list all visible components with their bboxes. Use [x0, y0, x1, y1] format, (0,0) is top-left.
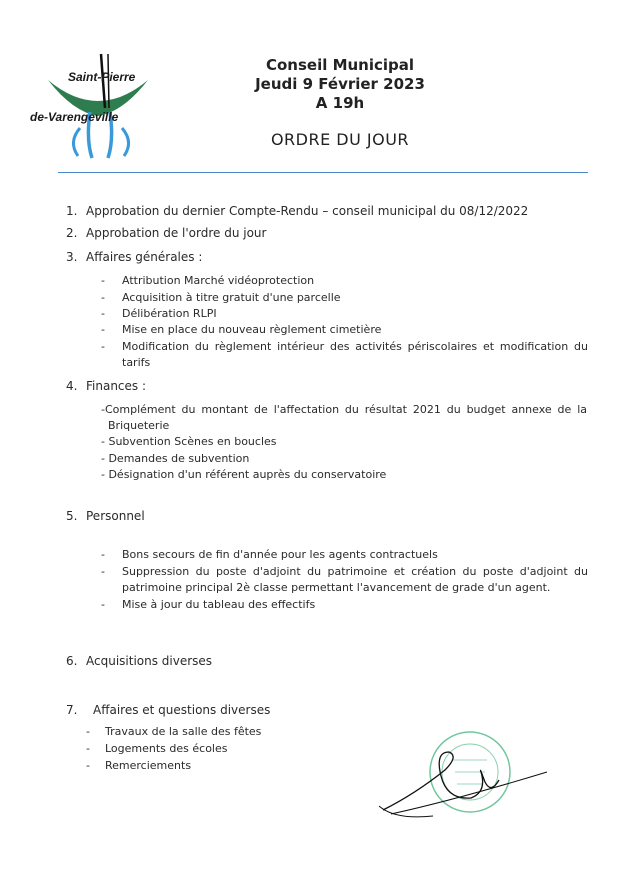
agenda-item-label: Approbation du dernier Compte-Rendu – conseil municipal du 08/12/2022 — [86, 204, 529, 218]
meeting-title: Conseil Municipal — [265, 56, 415, 74]
agenda-item-label: Finances : — [86, 379, 147, 393]
meeting-header — [190, 56, 490, 113]
agenda-item-4 — [66, 378, 146, 395]
agenda-item-label: Approbation de l'ordre du jour — [86, 226, 267, 240]
sub-item: - Suppression du poste d'adjoint du patrimoine et création du poste d'adjoint du — [101, 565, 588, 578]
sub-item: - Travaux de la salle des fêtes — [86, 725, 262, 738]
signature-icon — [375, 730, 555, 820]
agenda-item-6 — [66, 653, 212, 670]
logo-text-line2: de-Varengeville — [30, 110, 119, 124]
sub-item: - Attribution Marché vidéoprotection — [101, 274, 315, 287]
sub-item: - Subvention Scènes en boucles — [101, 435, 277, 448]
sub-item: - Demandes de subvention — [101, 452, 250, 465]
agenda-item-3 — [66, 249, 202, 266]
sub-item: - Bons secours de fin d'année pour les agents contractuels — [101, 548, 438, 561]
sub-item: - Acquisition à titre gratuit d'une parcelle — [101, 291, 341, 304]
meeting-time: A 19h — [315, 94, 365, 112]
sub-item: - Délibération RLPI — [101, 307, 217, 320]
agenda-item-label: Acquisitions diverses — [86, 654, 213, 668]
agenda-item-number: 4. — [66, 379, 78, 393]
agenda-item-number: 2. — [66, 226, 78, 240]
sub-item: -Complément du montant de l'affectation du résultat 2021 du budget annexe de la — [101, 403, 587, 416]
sub-item: - Logements des écoles — [86, 742, 228, 755]
sub-item: - Mise en place du nouveau règlement cimetière — [101, 323, 382, 336]
agenda-item-7 — [66, 702, 270, 719]
sub-item: - Mise à jour du tableau des effectifs — [101, 598, 316, 611]
meeting-date: Jeudi 9 Février 2023 — [255, 75, 425, 93]
agenda-item-label: Affaires générales : — [86, 250, 203, 264]
agenda-item-number: 6. — [66, 654, 78, 668]
sub-item-continuation: Briqueterie — [108, 419, 170, 432]
header-divider — [58, 172, 588, 173]
agenda-item-1 — [66, 203, 528, 220]
agenda-item-number: 7. — [66, 703, 78, 717]
sub-item: - Remerciements — [86, 759, 192, 772]
logo-text-line1: Saint-Pierre — [68, 70, 136, 84]
sub-item-continuation: patrimoine principal 2è classe permettant l'avancement de grade d'un agent. — [122, 581, 551, 594]
agenda-item-5 — [66, 508, 145, 525]
logo-emblem-icon — [28, 50, 168, 160]
sub-item-continuation: tarifs — [122, 356, 151, 369]
agenda-item-number: 5. — [66, 509, 78, 523]
agenda-item-number: 1. — [66, 204, 78, 218]
agenda-item-label: Personnel — [86, 509, 145, 523]
municipality-logo — [28, 50, 168, 160]
agenda-item-label: Affaires et questions diverses — [93, 703, 271, 717]
agenda-title: ORDRE DU JOUR — [270, 130, 410, 149]
stamp-and-signature — [375, 730, 555, 820]
agenda-item-2 — [66, 225, 266, 242]
sub-item: - Modification du règlement intérieur des activités périscolaires et modification du — [101, 340, 588, 353]
agenda-item-number: 3. — [66, 250, 78, 264]
sub-item: - Désignation d'un référent auprès du conservatoire — [101, 468, 387, 481]
